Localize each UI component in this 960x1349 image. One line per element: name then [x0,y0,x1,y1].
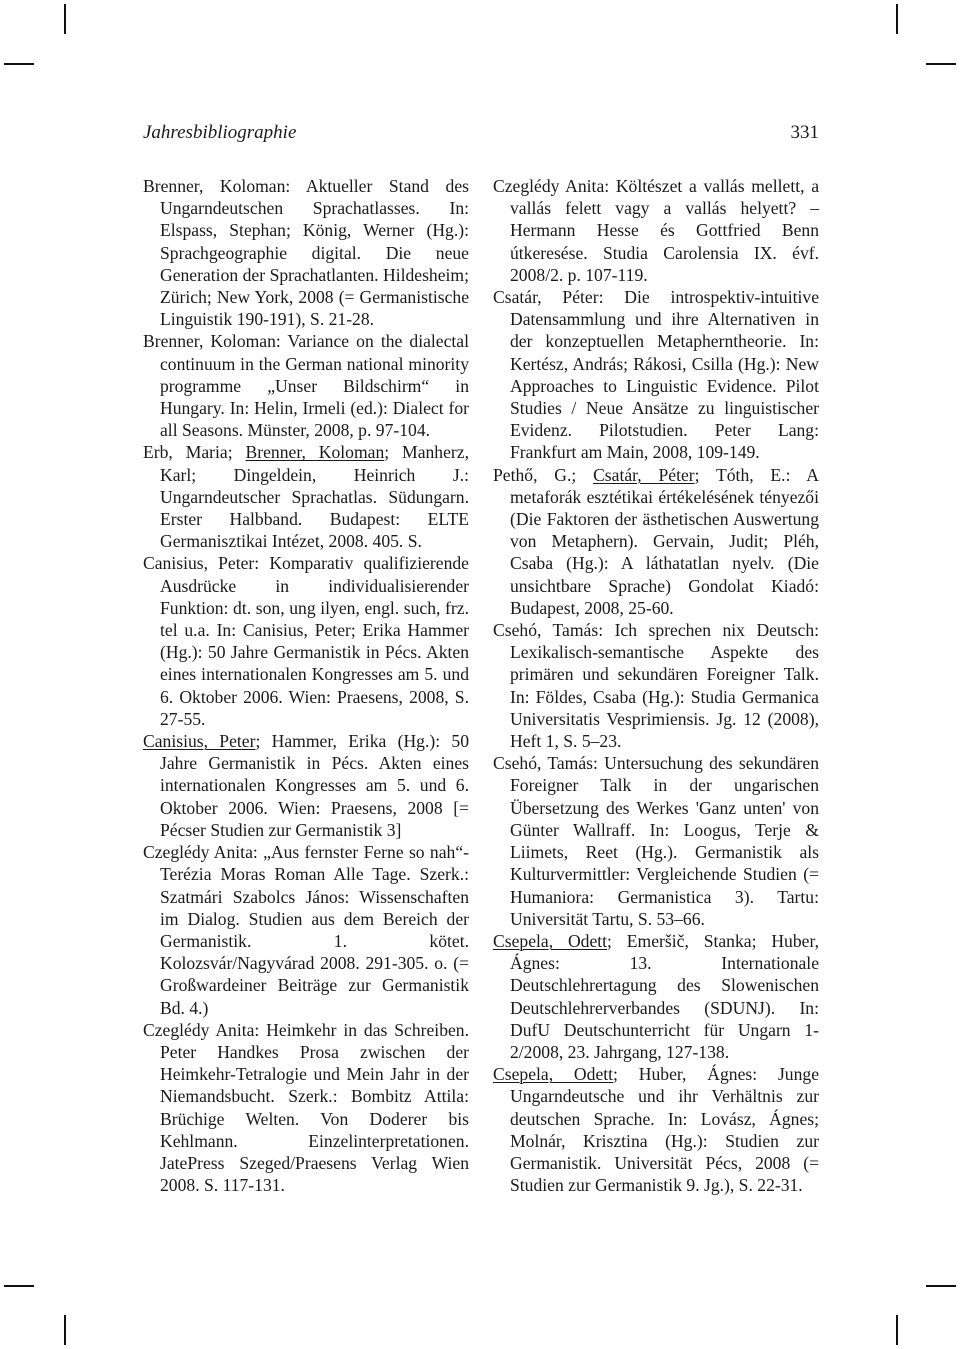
running-title: Jahresbibliographie [143,122,297,143]
crop-mark-bottom-left-vertical [64,1315,66,1345]
entry-text: Brenner, Koloman: Variance on the dialectal continuum in the German national minority programme „Unser Bildschirm“ in Hungary. In: Helin, Irmeli (ed.): Dialect for all Seasons. Münster, 2008, p. 97-104. [143,331,469,441]
bibliography-entry [143,441,469,552]
entry-text: ; Tóth, E.: A metaforák esztétikai értékelésének tényezői (Die Faktoren der ästhetischen Auswertung von Metaphern). Gervain, Judit; Pléh, Csaba (Hg.): A láthatatlan nyelv. (Die unsichtbare Sprache) Gondolat Kiadó: Budapest, 2008, 25-60. [510,464,819,618]
page-header [143,122,819,152]
entry-text: ; Huber, Ágnes: Junge Ungarndeutsche und ihr Verhältnis zur deutschen Sprache. In: Lovász, Ágnes; Molnár, Krisztina (Hg.): Studien zur Germanistik. Universität Pécs, 2008 (= Studien zur Germanistik 9. Jg.), S. 22-31. [510,1064,820,1196]
entry-text: Csehó, Tamás: Ich sprechen nix Deutsch: Lexikalisch-semantische Aspekte des primären und sekundären Foreigner Talk. In: Földes, Csaba (Hg.): Studia Germanica Universitatis Vesprimiensis. Jg. 12 (2008), Heft 1, S. 5–23. [493,620,819,752]
bibliography-entry [143,552,469,730]
crop-mark-top-left-horizontal [4,63,34,65]
crop-mark-top-right-horizontal [926,63,956,65]
bibliography-entry [143,175,469,330]
left-column [143,175,469,1196]
right-column [493,175,819,1196]
bibliography-entry [493,175,819,286]
entry-text: Pethő, G.; [493,464,594,485]
entry-text: Brenner, Koloman: Aktueller Stand des Ungarndeutschen Sprachatlasses. In: Elspass, Stephan; König, Werner (Hg.): Sprachgeographie digital. Die neue Generation der Sprachatlanten. Hildesheim; Zürich; New York, 2008 (= Germanistische Linguistik 190-191), S. 21-28. [143,176,469,330]
entry-text: Csehó, Tamás: Untersuchung des sekundären Foreigner Talk in der ungarischen Übersetzung des Werkes 'Ganz unten' von Günter Wallraff. In: Loogus, Terje & Liimets, Reet (Hg.). Germanistik als Kulturvermittler: Vergleichende Studien (= Humaniora: Germanistica 3). Tartu: Universität Tartu, S. 53–66. [493,753,819,929]
crop-mark-bottom-left-horizontal [4,1285,34,1287]
crop-mark-top-right-vertical [896,4,898,34]
underlined-author: Brenner, Koloman [245,442,385,463]
bibliography-entry [143,730,469,841]
crop-mark-bottom-right-vertical [896,1315,898,1345]
bibliography-entry [493,1063,819,1196]
entry-text: Erb, Maria; [143,442,246,463]
crop-mark-bottom-right-horizontal [926,1285,956,1287]
entry-text: ; Manherz, Karl; Dingeldein, Heinrich J.: Ungarndeutscher Sprachatlas. Südungarn. Erster Halbband. Budapest: ELTE Germanisztikai Intézet, 2008. 405. S. [160,442,469,552]
underlined-author: Csepela, Odett [493,1064,614,1085]
entry-text: ; Hammer, Erika (Hg.): 50 Jahre Germanistik in Pécs. Akten eines internationalen Kongresses am 5. und 6. Oktober 2006. Wien: Praesens, 2008 [= Pécser Studien zur Germanistik 3] [160,731,469,840]
entry-text: ; Emeršič, Stanka; Huber, Ágnes: 13. Internationale Deutschlehrertagung des Slowenischen Deutschlehrerverbandes (SDUNJ). In: DufU Deutschunterricht für Ungarn 1-2/2008, 23. Jahrgang, 127-138. [510,930,820,1062]
bibliography-entry [143,330,469,441]
bibliography-entry [493,930,819,1063]
bibliography-entry [493,752,819,930]
bibliography-entry [143,841,469,1019]
entry-text: Canisius, Peter: Komparativ qualifizierende Ausdrücke in individualisierender Funktion: dt. son, ung ilyen, engl. such, frz. tel u.a. In: Canisius, Peter; Erika Hammer (Hg.): 50 Jahre Germanistik in Pécs. Akten eines internationalen Kongresses am 5. und 6. Oktober 2006. Wien: Praesens, 2008, S. 27-55. [143,553,469,729]
bibliography-entry [493,619,819,752]
entry-text: Csatár, Péter: Die introspektiv-intuitive Datensammlung und ihre Alternativen in der konzeptuellen Metapherntheorie. In: Kertész, András; Rákosi, Csilla (Hg.): New Approaches to Linguistic Evidence. Pilot Studies / Neue Ansätze zu linguistischer Evidenz. Pilotstudien. Peter Lang: Frankfurt am Main, 2008, 109-149. [493,287,819,463]
underlined-author: Csepela, Odett [493,930,608,951]
bibliography-entry [143,1019,469,1197]
underlined-author: Csatár, Péter [593,464,695,485]
crop-mark-top-left-vertical [64,4,66,34]
entry-text: Czeglédy Anita: Heimkehr in das Schreiben. Peter Handkes Prosa zwischen der Heimkehr-Tetralogie und Mein Jahr in der Niemandsbucht. Szerk.: Bombitz Attila: Brüchige Welten. Von Doderer bis Kehlmann. Einzelinterpretationen. JatePress Szeged/Praesens Verlag Wien 2008. S. 117-131. [143,1019,469,1196]
entry-text: Czeglédy Anita: „Aus fernster Ferne so nah“- Terézia Moras Roman Alle Tage. Szerk.: Szatmári Szabolcs János: Wissenschaften im Dialog. Studien aus dem Bereich der Germanistik. 1. kötet. Kolozsvár/Nagyvárad 2008. 291-305. o. (= Großwardeiner Beiträge zur Germanistik Bd. 4.) [143,842,469,1018]
bibliography-entry [493,286,819,464]
bibliography-entry [493,464,819,619]
page-number: 331 [790,122,819,143]
underlined-author: Canisius, Peter [143,731,256,752]
entry-text: Czeglédy Anita: Költészet a vallás mellett, a vallás felett vagy a vallás helyett? – Hermann Hesse és Gottfried Benn útkeresése. Studia Carolensia IX. évf. 2008/2. p. 107-119. [493,176,819,285]
